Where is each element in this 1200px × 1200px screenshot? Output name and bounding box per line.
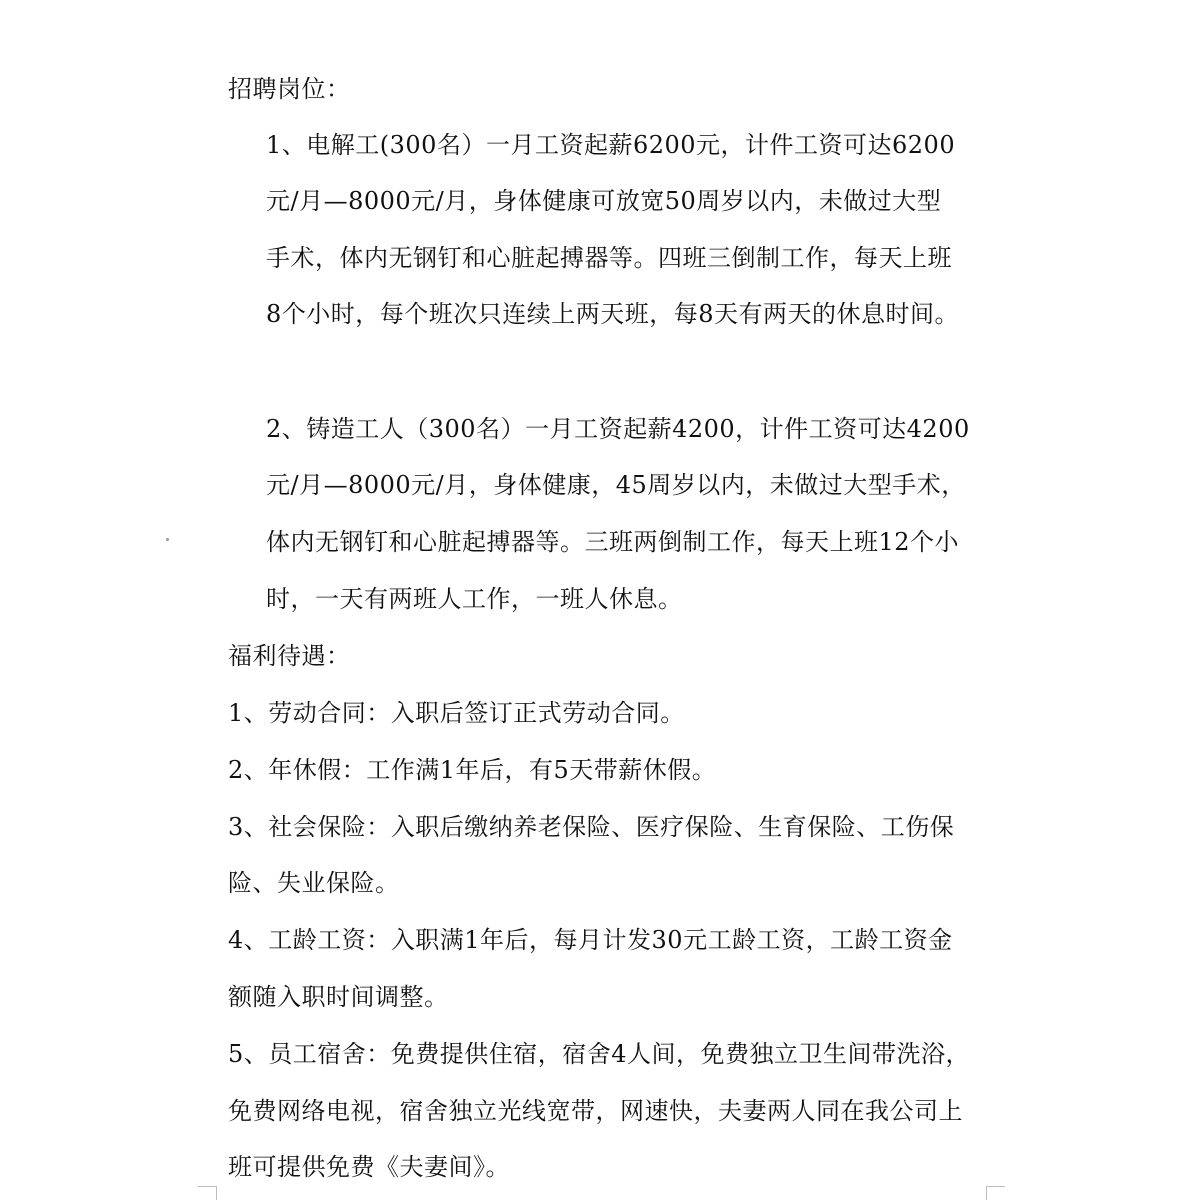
position-2-line-3: 体内无钢钉和心脏起搏器等。三班两倒制工作，每天上班12个小 (266, 528, 960, 556)
benefit-line-5: 4、工龄工资：入职满1年后，每月计发30元工龄工资，工龄工资金 (228, 926, 953, 954)
benefit-line-4: 险、失业保险。 (228, 869, 400, 897)
benefit-line-2: 2、年休假：工作满1年后，有5天带薪休假。 (228, 756, 717, 784)
benefits-heading: 福利待遇： (228, 642, 351, 670)
benefit-line-3: 3、社会保险：入职后缴纳养老保险、医疗保险、生育保险、工伤保 (228, 813, 955, 841)
benefit-line-9: 班可提供免费《夫妻间》。 (228, 1153, 510, 1181)
recruitment-heading: 招聘岗位： (228, 75, 351, 103)
position-2-line-1: 2、铸造工人（300名）一月工资起薪4200，计件工资可达4200 (266, 415, 970, 443)
position-2-line-4: 时，一天有两班人工作，一班人休息。 (266, 585, 683, 613)
benefit-line-7: 5、员工宿舍：免费提供住宿，宿舍4人间，免费独立卫生间带洗浴， (228, 1040, 971, 1068)
position-1-line-4: 8个小时，每个班次只连续上两天班，每8天有两天的休息时间。 (266, 300, 960, 328)
page-corner-mark-right (986, 1186, 1005, 1200)
page-corner-mark-left (198, 1186, 217, 1200)
benefit-line-1: 1、劳动合同：入职后签订正式劳动合同。 (228, 699, 685, 727)
position-1-line-1: 1、电解工(300名）一月工资起薪6200元，计件工资可达6200 (266, 131, 956, 159)
position-2-line-2: 元/月—8000元/月，身体健康，45周岁以内，未做过大型手术， (266, 471, 966, 499)
benefit-line-6: 额随入职时间调整。 (228, 983, 449, 1011)
position-1-line-2: 元/月—8000元/月，身体健康可放宽50周岁以内，未做过大型 (266, 187, 942, 215)
margin-mark (166, 538, 169, 541)
benefit-line-8: 免费网络电视，宿舍独立光线宽带，网速快，夫妻两人同在我公司上 (228, 1097, 963, 1125)
position-1-line-3: 手术，体内无钢钉和心脏起搏器等。四班三倒制工作，每天上班 (266, 244, 952, 272)
